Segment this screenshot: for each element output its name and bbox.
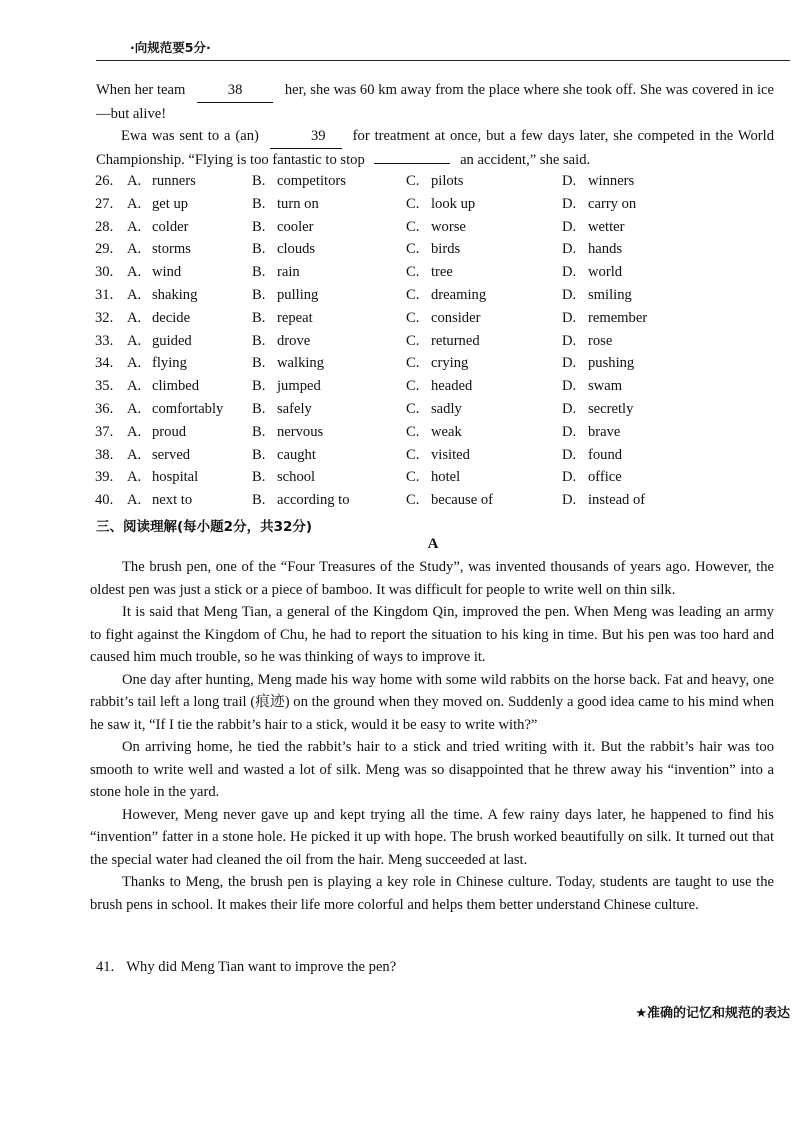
option-letter-a: A. xyxy=(127,173,142,189)
option-letter-d: D. xyxy=(562,469,577,486)
cloze-text: Ewa was sent to a (an) xyxy=(121,128,259,145)
option-a: shaking xyxy=(152,286,198,303)
option-b: school xyxy=(277,469,316,486)
option-b: clouds xyxy=(277,241,316,258)
option-letter-c: C. xyxy=(406,264,420,281)
option-letter-c: C. xyxy=(406,309,420,326)
option-a: flying xyxy=(152,355,187,372)
option-c: weak xyxy=(431,423,462,440)
option-c: worse xyxy=(431,218,466,235)
option-letter-b: B. xyxy=(252,423,266,440)
option-letter-a: A. xyxy=(127,332,142,349)
option-a: decide xyxy=(152,309,191,326)
option-letter-b: B. xyxy=(252,355,266,372)
option-row xyxy=(95,307,785,330)
option-letter-b: B. xyxy=(252,400,266,417)
option-c: because of xyxy=(431,492,493,509)
option-letter-a: A. xyxy=(127,195,142,212)
section-title: 三、阅读理解(每小题2分，共32分) xyxy=(96,519,313,535)
option-letter-b: B. xyxy=(252,469,266,486)
option-letter-b: B. xyxy=(252,446,266,463)
option-row xyxy=(95,421,785,444)
option-c: headed xyxy=(431,378,473,395)
question-number: 35. xyxy=(95,378,114,395)
option-c: hotel xyxy=(431,469,461,486)
option-c: look up xyxy=(431,195,476,212)
option-c: visited xyxy=(431,446,470,463)
option-a: guided xyxy=(152,332,192,349)
option-letter-c: C. xyxy=(406,286,420,303)
option-letter-a: A. xyxy=(127,446,142,463)
option-b: pulling xyxy=(277,286,319,303)
cloze-text: for treatment at once, but a few days later, she competed in the World Championship. “Flying is too fantastic to stop xyxy=(96,128,774,168)
option-d: secretly xyxy=(588,400,634,417)
option-letter-b: B. xyxy=(252,195,266,212)
option-c: tree xyxy=(431,264,453,281)
option-b: turn on xyxy=(277,195,319,212)
question-number: 39. xyxy=(95,469,114,486)
option-letter-c: C. xyxy=(406,378,420,395)
option-b: cooler xyxy=(277,218,314,235)
option-letter-c: C. xyxy=(406,355,420,372)
option-row xyxy=(95,444,785,467)
option-letter-c: C. xyxy=(406,469,420,486)
option-c: returned xyxy=(431,332,480,349)
option-letter-d: D. xyxy=(562,332,577,349)
option-row xyxy=(95,466,785,489)
option-letter-a: A. xyxy=(127,469,142,486)
option-b: walking xyxy=(277,355,325,372)
option-a: next to xyxy=(152,492,193,509)
option-letter-d: D. xyxy=(562,492,577,509)
question-number: 36. xyxy=(95,400,114,417)
option-row xyxy=(95,193,785,216)
option-letter-b: B. xyxy=(252,286,266,303)
page-header xyxy=(96,38,786,56)
option-b: caught xyxy=(277,446,316,463)
option-row xyxy=(95,238,785,261)
option-letter-c: C. xyxy=(406,241,420,258)
option-d: office xyxy=(588,469,622,486)
article-paragraph: It is said that Meng Tian, a general of the Kingdom Qin, improved the pen. When Meng was leading an army to fight against the Kingdom of Chu, he had to report the situation to his king in time. But his pen was too hard and caused him much trouble, so he was thinking of ways to improve it. xyxy=(90,604,774,665)
option-letter-d: D. xyxy=(562,286,577,303)
option-d: winners xyxy=(588,173,635,189)
question-number: 34. xyxy=(95,355,114,372)
option-d: hands xyxy=(588,241,623,258)
option-row xyxy=(95,375,785,398)
article-paragraph: The brush pen, one of the “Four Treasures of the Study”, was invented thousands of years ago. However, the oldest pen was just a stick or a piece of bamboo. It was difficult for people to write well on thin silk. xyxy=(90,559,774,598)
option-letter-c: C. xyxy=(406,218,420,235)
option-d: rose xyxy=(588,332,613,349)
option-a: wind xyxy=(152,264,182,281)
question-number: 33. xyxy=(95,332,114,349)
question-number: 30. xyxy=(95,264,114,281)
blank-unnumbered xyxy=(374,149,450,164)
option-letter-d: D. xyxy=(562,400,577,417)
option-row xyxy=(95,284,785,307)
option-d: found xyxy=(588,446,623,463)
option-letter-c: C. xyxy=(406,400,420,417)
option-a: colder xyxy=(152,218,189,235)
option-letter-a: A. xyxy=(127,264,142,281)
cloze-text: When her team xyxy=(96,82,186,98)
option-d: wetter xyxy=(588,218,625,235)
option-letter-b: B. xyxy=(252,241,266,258)
option-c: sadly xyxy=(431,400,462,417)
option-letter-a: A. xyxy=(127,423,142,440)
question-number: 41. xyxy=(96,959,115,975)
option-a: storms xyxy=(152,241,191,258)
option-d: swam xyxy=(588,378,623,395)
question-text: Why did Meng Tian want to improve the pen? xyxy=(126,959,397,975)
option-letter-d: D. xyxy=(562,355,577,372)
option-row xyxy=(95,352,785,375)
blank-38: 38 xyxy=(197,79,273,103)
option-d: world xyxy=(588,264,623,281)
question-number: 37. xyxy=(95,423,114,440)
question-number: 31. xyxy=(95,286,114,303)
option-a: hospital xyxy=(152,469,199,486)
option-row xyxy=(95,489,785,512)
option-letter-a: A. xyxy=(127,355,142,372)
cloze-options-list xyxy=(95,170,785,512)
option-a: proud xyxy=(152,423,187,440)
option-b: safely xyxy=(277,400,312,417)
option-letter-c: C. xyxy=(406,332,420,349)
option-letter-c: C. xyxy=(406,423,420,440)
option-letter-c: C. xyxy=(406,446,420,463)
option-c: birds xyxy=(431,241,461,258)
cloze-paragraph-1 xyxy=(96,79,774,125)
option-a: get up xyxy=(152,195,189,212)
option-d: remember xyxy=(588,309,648,326)
option-c: consider xyxy=(431,309,481,326)
article-paragraph: Thanks to Meng, the brush pen is playing a key role in Chinese culture. Today, students are taught to use the brush pens in school. It makes their life more colorful and helps them better understand Chinese culture. xyxy=(90,874,774,913)
option-b: jumped xyxy=(277,378,321,395)
option-row xyxy=(95,261,785,284)
option-a: climbed xyxy=(152,378,200,395)
option-letter-d: D. xyxy=(562,241,577,258)
question-number: 26. xyxy=(95,173,114,189)
question-number: 38. xyxy=(95,446,114,463)
option-b: repeat xyxy=(277,309,313,326)
header-text: ·向规范要5分· xyxy=(130,40,211,55)
option-letter-b: B. xyxy=(252,173,266,189)
option-d: brave xyxy=(588,423,621,440)
option-c: dreaming xyxy=(431,286,487,303)
option-letter-a: A. xyxy=(127,241,142,258)
question-41 xyxy=(96,959,396,976)
option-letter-a: A. xyxy=(127,400,142,417)
option-b: drove xyxy=(277,332,311,349)
option-a: served xyxy=(152,446,191,463)
option-b: according to xyxy=(277,492,350,509)
option-letter-c: C. xyxy=(406,195,420,212)
cloze-text: an accident,” she said. xyxy=(460,151,591,168)
option-letter-a: A. xyxy=(127,218,142,235)
question-number: 40. xyxy=(95,492,114,509)
option-d: instead of xyxy=(588,492,646,509)
option-letter-b: B. xyxy=(252,309,266,326)
article-paragraph: One day after hunting, Meng made his way home with some wild rabbits on the horse back. Fat and heavy, one rabbit’s tail left a long trail (痕迹) on the ground when they moved on. Suddenly a good idea came to his mind when he saw it, “If I tie the rabbit’s hair to a stick, would it be easy to write with?” xyxy=(90,671,774,733)
option-letter-d: D. xyxy=(562,264,577,281)
question-number: 27. xyxy=(95,195,114,212)
option-b: competitors xyxy=(277,173,346,189)
option-c: pilots xyxy=(431,173,464,189)
option-row xyxy=(95,398,785,421)
option-letter-b: B. xyxy=(252,332,266,349)
option-letter-a: A. xyxy=(127,492,142,509)
option-a: runners xyxy=(152,173,196,189)
option-row xyxy=(95,170,785,193)
option-letter-d: D. xyxy=(562,446,577,463)
option-row xyxy=(95,216,785,239)
option-letter-b: B. xyxy=(252,492,266,509)
option-letter-d: D. xyxy=(562,423,577,440)
option-c: crying xyxy=(431,355,469,372)
cloze-text: her, she was 60 km away from the place where she took off. She was covered in ice—but alive! xyxy=(96,82,774,122)
option-a: comfortably xyxy=(152,400,224,417)
option-letter-a: A. xyxy=(127,309,142,326)
option-letter-a: A. xyxy=(127,286,142,303)
article-paragraph: On arriving home, he tied the rabbit’s hair to a stick and tried writing with it. But the rabbit’s hair was too smooth to write well and wasted a lot of silk. Meng was so disappointed that he threw away his “invention” into a stone hole in the yard. xyxy=(90,739,774,800)
option-d: pushing xyxy=(588,355,635,372)
option-letter-d: D. xyxy=(562,195,577,212)
option-letter-b: B. xyxy=(252,264,266,281)
option-letter-d: D. xyxy=(562,218,577,235)
option-d: carry on xyxy=(588,195,637,212)
blank-39: 39 xyxy=(270,125,342,149)
question-number: 28. xyxy=(95,218,114,235)
article-paragraph: However, Meng never gave up and kept trying all the time. A few rainy days later, he happened to find his “invention” fatter in a stone hole. He picked it up with hope. The brush worked beautifully on silk. It turned out that the special water had cleaned the oil from the hair. Meng succeeded at last. xyxy=(90,806,774,868)
option-letter-a: A. xyxy=(127,378,142,395)
header-divider xyxy=(96,60,790,61)
option-d: smiling xyxy=(588,286,632,303)
option-row xyxy=(95,330,785,353)
footer-note: ★准确的记忆和规范的表达 xyxy=(635,1006,790,1021)
option-letter-d: D. xyxy=(562,309,577,326)
option-letter-b: B. xyxy=(252,378,266,395)
option-letter-c: C. xyxy=(406,492,420,509)
option-b: nervous xyxy=(277,423,324,440)
cloze-passage-tail xyxy=(96,79,774,171)
option-letter-d: D. xyxy=(562,378,577,395)
reading-article xyxy=(90,556,774,916)
option-letter-c: C. xyxy=(406,173,420,189)
question-number: 32. xyxy=(95,309,114,326)
option-b: rain xyxy=(277,264,300,281)
cloze-paragraph-2 xyxy=(96,125,774,171)
question-number: 29. xyxy=(95,241,114,258)
option-letter-b: B. xyxy=(252,218,266,235)
article-title: A xyxy=(427,536,439,552)
option-letter-d: D. xyxy=(562,173,577,189)
